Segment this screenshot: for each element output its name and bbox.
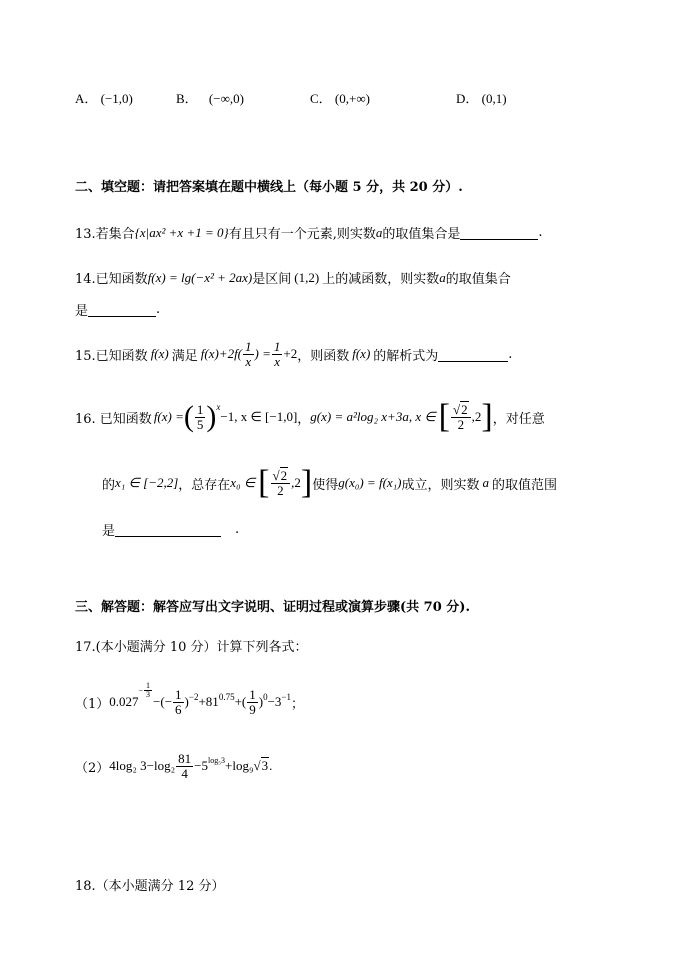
q15-num2: 1 (273, 339, 281, 354)
q16-line2-mid2: 使得 (312, 477, 339, 493)
question-16-line2 (102, 466, 557, 500)
question-16-line3 (102, 520, 239, 539)
q15-eq-right: +2 (283, 346, 298, 362)
option-b (176, 88, 244, 107)
q16-x1: x₁ ∈ [−2,2] (115, 475, 179, 490)
q16-line2-post: 成立，则实数 (401, 477, 480, 493)
q16-x0-rad: 2 (280, 467, 288, 483)
q14-post: 上的减函数，则实数 (322, 272, 440, 287)
q16-line2-pre: 的 (102, 477, 116, 493)
q16-g-den: 2 (457, 416, 465, 432)
q16-eq: g(x₀) = f(x₁) (338, 475, 402, 490)
q14-interval: (1,2) (294, 269, 320, 285)
q17-p1-e-exp: 0 (263, 692, 268, 702)
q15-num1: 1 (245, 339, 252, 354)
q16-paren-close: ) (206, 400, 217, 433)
q13-answer-blank[interactable] (460, 225, 538, 240)
q16-var: a (482, 475, 490, 490)
q17-p1-f-exp: −1 (281, 692, 291, 702)
q16-f-num: 1 (196, 401, 204, 417)
q17-p2-frac (176, 752, 193, 780)
q17-p1-e: ) (258, 694, 264, 710)
q13-set: {x|ax² +x +1 = 0} (134, 224, 229, 240)
q17-p1-f-den: 6 (175, 701, 182, 717)
q17-p1-b-exp: −2 (188, 692, 199, 702)
q16-f-right: −1, x ∈ [−1,0] (220, 409, 298, 424)
q16-g-frac (451, 403, 471, 431)
q14-pre: 14.已知函数 (75, 272, 148, 287)
q17-p1-c-exp: 0.75 (218, 692, 235, 702)
q14-var: a (439, 269, 446, 285)
q15-frac1 (243, 340, 254, 368)
option-c-value: (0,+∞) (334, 91, 370, 106)
q16-line2-mid: ，总存在 (178, 477, 231, 493)
q17-p2-den: 4 (181, 765, 188, 781)
q17-p1-frac1 (173, 688, 184, 716)
q17-p1-d: +( (234, 694, 247, 710)
question-16 (75, 400, 545, 434)
q16-post: ，对任意 (492, 411, 545, 427)
question-13 (75, 223, 542, 242)
options-row (75, 88, 133, 107)
q14-end: . (156, 302, 161, 317)
q16-x0-bracket-open: [ (258, 464, 270, 501)
q15-answer-blank[interactable] (438, 347, 508, 362)
option-b-value: (−∞,0) (208, 91, 244, 106)
q13-end: . (538, 225, 543, 240)
q16-bracket-open: [ (438, 398, 450, 435)
q17-p1-exp-den: 3 (146, 690, 151, 700)
q16-x0-right: ,2 (291, 475, 301, 490)
q15-pre: 15.已知函数 (75, 348, 148, 364)
q17-p1-g-den: 9 (249, 701, 256, 717)
q17-part1 (75, 681, 305, 717)
q17-p2-label: （2） (75, 760, 110, 776)
section2-heading: 二、填空题：请把答案填在题中横线上（每小题 5 分，共 20 分）. (75, 180, 463, 195)
option-d (456, 88, 507, 107)
q16-f-exp: x (216, 402, 221, 412)
q17-p1-minus: − (138, 686, 144, 696)
q16-x0: x₀ ∈ (230, 475, 256, 490)
q16-g-right: ,2 (471, 409, 482, 424)
q14-line2: 是 (75, 304, 89, 319)
option-a-value: (−1,0) (100, 91, 133, 106)
q17-p1-exp-num: 1 (146, 681, 151, 690)
q13-post2: 的取值集合是 (382, 227, 461, 242)
q16-f-frac (195, 403, 206, 431)
q15-frac2 (272, 340, 283, 368)
q16-g-rad: 2 (461, 401, 468, 417)
q15-end: . (508, 346, 513, 362)
q13-post: 有且只有一个元素,则实数 (228, 227, 376, 242)
q14-func: f(x) = lg(−x² + 2ax) (147, 269, 253, 285)
q17-p1-label: （1） (75, 696, 110, 712)
question-14 (75, 268, 511, 287)
option-b-label: B． (176, 91, 198, 106)
q17-p2-b: −5 (194, 758, 208, 774)
q16-line3: 是 (102, 524, 116, 539)
q16-g-num: √2 (451, 403, 471, 418)
q17-p2-end: . (269, 758, 273, 774)
q16-g-left: g(x) = a²log₂ x+3a, x ∈ (310, 409, 436, 424)
q17-p1-end: ； (291, 695, 305, 711)
q16-paren-open: ( (183, 400, 194, 433)
q17-p1-c: +81 (198, 694, 219, 710)
q15-fx: f(x) (150, 346, 169, 362)
q16-x0-num: √2 (271, 469, 291, 484)
q16-line2-end: 的取值范围 (492, 477, 558, 493)
q14-answer-blank[interactable] (88, 302, 156, 317)
q17-part2 (75, 752, 272, 780)
section3-heading: 三、解答题：解答应写出文字说明、证明过程或演算步骤(共 70 分). (75, 600, 470, 615)
q17-p2-num: 81 (178, 751, 192, 766)
question-15 (75, 340, 512, 368)
option-c-label: C． (310, 91, 332, 106)
q17-p1-f: −3 (267, 694, 282, 710)
q13-var: a (375, 224, 383, 240)
q15-eq-mid: ) = (254, 346, 271, 362)
q17-p2-rad: 3 (261, 758, 269, 774)
q16-sep: ， (297, 411, 311, 427)
q17-p2-b-exp: log₅3 (208, 756, 226, 765)
q16-end: . (235, 522, 240, 537)
q17-p1-exp-frac (144, 682, 152, 700)
q14-mid: 是区间 (252, 272, 292, 287)
q16-f-left: f(x) = (153, 409, 184, 424)
option-d-value: (0,1) (481, 91, 507, 106)
option-d-label: D． (456, 91, 479, 106)
q16-answer-blank[interactable] (115, 522, 221, 537)
q17-p2-sqrt: √3 (253, 758, 269, 774)
q17-p1-frac2 (247, 688, 258, 716)
q15-fx2: f(x) (352, 346, 371, 362)
q17-p1-g-num: 1 (249, 687, 256, 702)
option-a-label: A． (75, 91, 98, 106)
q15-eq-left: f(x)+2f( (200, 346, 243, 362)
q14-post2: 的取值集合 (445, 272, 511, 287)
q13-pre: 13.若集合 (75, 227, 135, 242)
q17-p1-exp (139, 682, 154, 700)
q16-x0-frac (271, 469, 291, 497)
q15-den2: x (274, 353, 281, 369)
q15-mid: 满足 (171, 348, 198, 364)
q17-p2-a: 4log₂ 3−log₂ (109, 758, 176, 774)
q16-x0-bracket-close: ] (300, 464, 313, 501)
q16-f-den: 5 (196, 416, 204, 432)
q16-bracket-close: ] (481, 398, 493, 435)
q15-post: ，则函数 (297, 348, 350, 364)
q17-p1-base: 0.027 (109, 694, 139, 710)
q16-x0-den: 2 (277, 482, 284, 498)
q18-title: 18.（本小题满分 12 分） (75, 879, 225, 894)
q17-p1-a: −(− (153, 694, 173, 710)
question-14-line2 (75, 300, 160, 319)
q17-p1-f-num: 1 (175, 687, 182, 702)
q15-post2: 的解析式为 (373, 348, 439, 364)
q17-title: 17.(本小题满分 10 分）计算下列各式： (75, 640, 308, 655)
option-c (310, 88, 370, 107)
q16-pre: 16. 已知函数 (75, 411, 152, 427)
q17-p1-b: ) (184, 694, 189, 710)
q17-p2-c: +log₉ (225, 758, 254, 774)
q15-den1: x (245, 353, 252, 369)
